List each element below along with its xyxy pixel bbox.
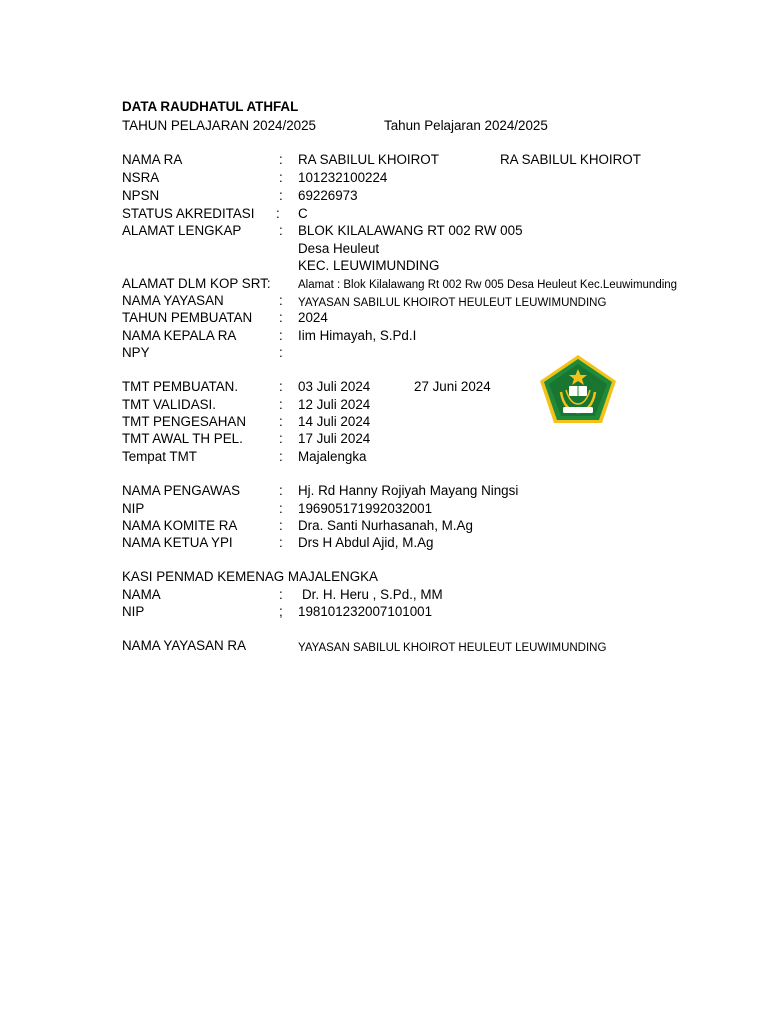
value-alamat-line2: Desa Heuleut xyxy=(298,241,380,256)
sep-kasi-nama: : xyxy=(279,587,283,602)
value-nama-yayasan-ra: YAYASAN SABILUL KHOIROT HEULEUT LEUWIMUNDING xyxy=(298,642,607,654)
value-tempat-tmt: Majalengka xyxy=(298,449,367,464)
sep-npsn: : xyxy=(279,188,283,203)
value-nama-ra: RA SABILUL KHOIROT xyxy=(298,152,439,167)
value-status-akreditasi: C xyxy=(298,206,308,221)
label-tempat-tmt: Tempat TMT xyxy=(122,449,197,464)
subtitle-right: Tahun Pelajaran 2024/2025 xyxy=(384,118,548,133)
sep-kasi-nip: ; xyxy=(279,604,283,619)
value-nip-pengawas: 196905171992032001 xyxy=(298,501,433,516)
label-tmt-pengesahan: TMT PENGESAHAN xyxy=(122,414,247,429)
sep-tempat-tmt: : xyxy=(279,449,283,464)
sep-tmt-validasi: : xyxy=(279,397,283,412)
value-tmt-pembuatan-extra: 27 Juni 2024 xyxy=(414,379,491,394)
label-nama-yayasan-ra: NAMA YAYASAN RA xyxy=(122,638,247,653)
sep-nama-pengawas: : xyxy=(279,483,283,498)
sep-nama-komite: : xyxy=(279,518,283,533)
sep-status-akreditasi: : xyxy=(276,206,280,221)
label-npsn: NPSN xyxy=(122,188,160,203)
value-npsn: 69226973 xyxy=(298,188,358,203)
document-title: DATA RAUDHATUL ATHFAL xyxy=(122,99,299,114)
label-npy: NPY xyxy=(122,345,150,360)
label-status-akreditasi: STATUS AKREDITASI xyxy=(122,206,255,221)
sep-nama-yayasan: : xyxy=(279,293,283,308)
value-alamat-kop: Alamat : Blok Kilalawang Rt 002 Rw 005 Desa Heuleut Kec.Leuwimunding xyxy=(298,279,678,291)
value-tmt-validasi: 12 Juli 2024 xyxy=(298,397,371,412)
value-nama-ra-extra: RA SABILUL KHOIROT xyxy=(500,152,641,167)
label-alamat-kop: ALAMAT DLM KOP SRT: xyxy=(122,276,271,291)
label-nama-ra: NAMA RA xyxy=(122,152,183,167)
label-alamat-lengkap: ALAMAT LENGKAP xyxy=(122,223,242,238)
label-nama-kepala: NAMA KEPALA RA xyxy=(122,328,237,343)
value-nama-pengawas: Hj. Rd Hanny Rojiyah Mayang Ningsi xyxy=(298,483,519,498)
value-nama-komite: Dra. Santi Nurhasanah, M.Ag xyxy=(298,518,473,533)
value-nama-ketua-ypi: Drs H Abdul Ajid, M.Ag xyxy=(298,535,434,550)
value-alamat-line3: KEC. LEUWIMUNDING xyxy=(298,258,440,273)
label-tmt-awal: TMT AWAL TH PEL. xyxy=(122,431,243,446)
label-nama-pengawas: NAMA PENGAWAS xyxy=(122,483,241,498)
value-tmt-pembuatan: 03 Juli 2024 xyxy=(298,379,371,394)
sep-nip-pengawas: : xyxy=(279,501,283,516)
value-tahun-pembuatan: 2024 xyxy=(298,310,328,325)
value-nama-yayasan: YAYASAN SABILUL KHOIROT HEULEUT LEUWIMUNDING xyxy=(298,297,607,309)
label-tahun-pembuatan: TAHUN PEMBUATAN xyxy=(122,310,253,325)
sep-nama-kepala: : xyxy=(279,328,283,343)
value-alamat-line1: BLOK KILALAWANG RT 002 RW 005 xyxy=(298,223,523,238)
sep-nsra: : xyxy=(279,170,283,185)
label-nama-komite: NAMA KOMITE RA xyxy=(122,518,238,533)
value-tmt-awal: 17 Juli 2024 xyxy=(298,431,371,446)
label-nsra: NSRA xyxy=(122,170,160,185)
sep-tahun-pembuatan: : xyxy=(279,310,283,325)
value-tmt-pengesahan: 14 Juli 2024 xyxy=(298,414,371,429)
value-kasi-nip: 198101232007101001 xyxy=(298,604,433,619)
kemenag-logo-icon xyxy=(539,354,617,424)
label-tmt-validasi: TMT VALIDASI. xyxy=(122,397,217,412)
kasi-heading: KASI PENMAD KEMENAG MAJALENGKA xyxy=(122,569,378,584)
value-nsra: 101232100224 xyxy=(298,170,388,185)
sep-alamat-lengkap: : xyxy=(279,223,283,238)
value-nama-kepala: Iim Himayah, S.Pd.I xyxy=(298,328,417,343)
sep-nama-ketua-ypi: : xyxy=(279,535,283,550)
label-kasi-nama: NAMA xyxy=(122,587,161,602)
label-nip-pengawas: NIP xyxy=(122,501,145,516)
sep-npy: : xyxy=(279,345,283,360)
sep-tmt-awal: : xyxy=(279,431,283,446)
label-nama-yayasan: NAMA YAYASAN xyxy=(122,293,224,308)
sep-nama-ra: : xyxy=(279,152,283,167)
value-kasi-nama: Dr. H. Heru , S.Pd., MM xyxy=(302,587,443,602)
label-tmt-pembuatan: TMT PEMBUATAN. xyxy=(122,379,239,394)
sep-tmt-pembuatan: : xyxy=(279,379,283,394)
label-nama-ketua-ypi: NAMA KETUA YPI xyxy=(122,535,233,550)
sep-tmt-pengesahan: : xyxy=(279,414,283,429)
label-kasi-nip: NIP xyxy=(122,604,145,619)
subtitle-left: TAHUN PELAJARAN 2024/2025 xyxy=(122,118,317,133)
